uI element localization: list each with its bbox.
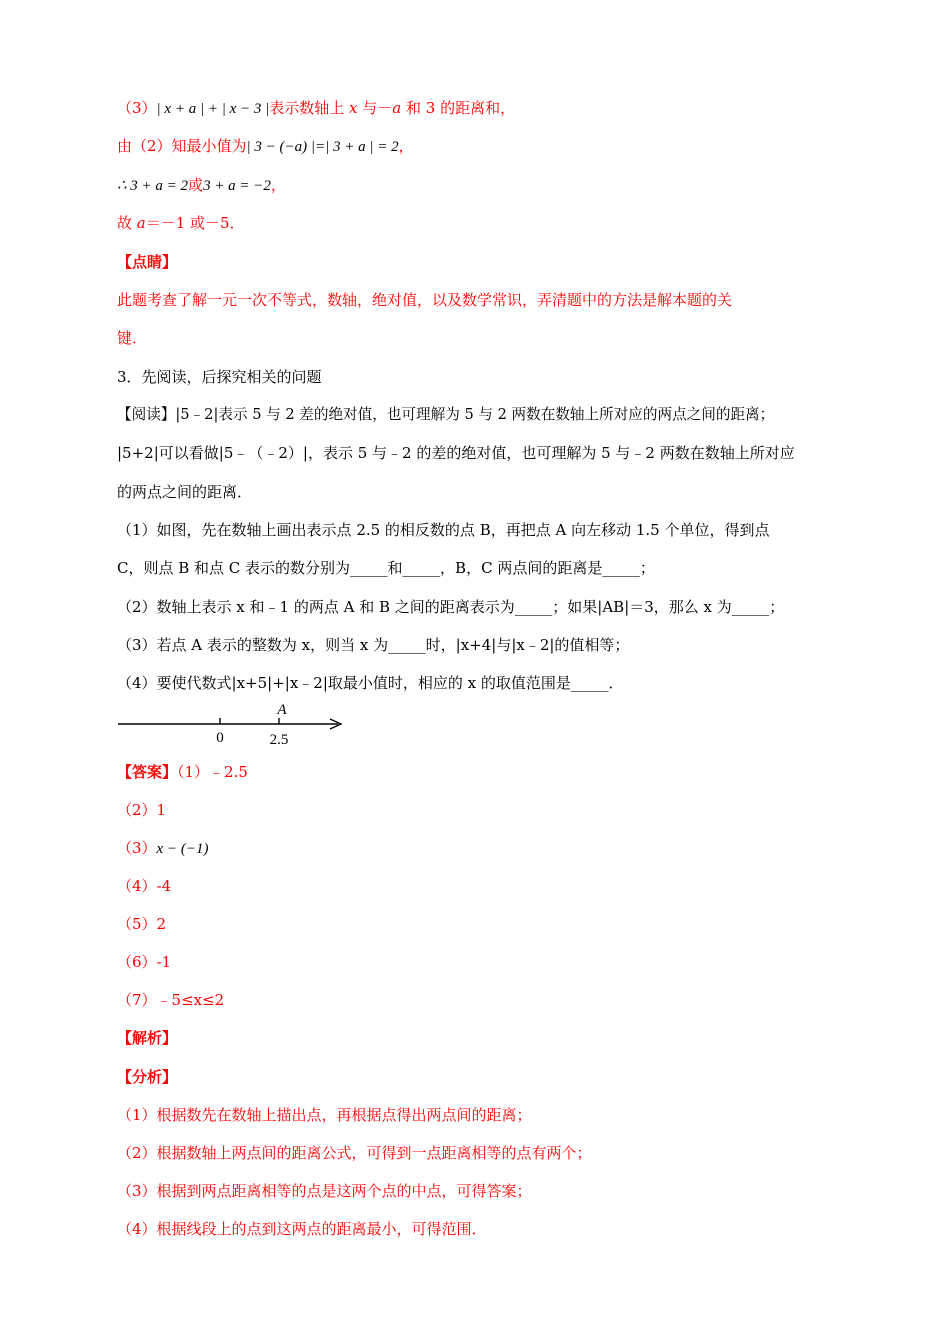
answer-5: （5）2 xyxy=(117,915,167,933)
answer-3: （3）x − (−1) xyxy=(117,839,209,857)
prev-solution-min-value: 由（2）知最小值为| 3 − (−a) |=| 3 + a | = 2， xyxy=(117,137,414,155)
answer-6: （6）-1 xyxy=(117,953,172,971)
reading-line-3: 的两点之间的距离． xyxy=(117,483,253,501)
question-part-1-line-2: C，则点 B 和点 C 表示的数分别为_____和_____，B，C 两点间的距离是_____； xyxy=(117,559,655,577)
answer-2: （2）1 xyxy=(117,801,167,819)
prev-solution-line-3: （3）| x + a | + | x − 3 |表示数轴上 x 与－a 和 3 的距离和， xyxy=(117,99,516,117)
question-part-4: （4）要使代数式|x+5|+|x﹣2|取最小值时，相应的 x 的取值范围是_____． xyxy=(117,674,624,692)
jiexi-label: 【解析】 xyxy=(117,1029,178,1047)
number-line-figure xyxy=(110,698,350,750)
label-a-value: 2.5 xyxy=(269,732,289,748)
question-title: 3．先阅读，后探究相关的问题 xyxy=(117,368,322,386)
label-zero: 0 xyxy=(216,730,224,746)
comment-line-1: 此题考查了解一元一次不等式，数轴，绝对值，以及数学常识，弄清题中的方法是解本题的关 xyxy=(117,291,733,309)
answer-1: （1）﹣2.5 xyxy=(177,763,248,781)
question-part-3: （3）若点 A 表示的整数为 x，则当 x 为_____时，|x+4|与|x﹣2|的值相等； xyxy=(117,636,630,654)
answer-4: （4）-4 xyxy=(117,877,172,895)
comment-label: 【点睛】 xyxy=(117,253,178,271)
question-part-2: （2）数轴上表示 x 和﹣1 的两点 A 和 B 之间的距离表示为_____；如果|AB|＝3，那么 x 为_____； xyxy=(117,598,785,616)
question-part-1-line-1: （1）如图，先在数轴上画出表示点 2.5 的相反数的点 B，再把点 A 向左移动 1.5 个单位，得到点 xyxy=(117,521,770,539)
prev-solution-therefore: ∴ 3 + a = 2或3 + a = −2， xyxy=(117,176,286,194)
reading-line-1: 【阅读】|5﹣2|表示 5 与 2 差的绝对值，也可理解为 5 与 2 两数在数轴上所对应的两点之间的距离； xyxy=(117,406,775,423)
analysis-step-4: （4）根据线段上的点到这两点的距离最小，可得范围． xyxy=(117,1220,487,1238)
answer-line xyxy=(117,761,248,783)
fenxi-label: 【分析】 xyxy=(117,1068,178,1086)
prev-solution-conclusion: 故 a＝－1 或－5． xyxy=(117,214,245,232)
answer-label: 【答案】 xyxy=(117,763,178,781)
answer-7: （7）﹣5≤x≤2 xyxy=(117,991,225,1009)
analysis-step-1: （1）根据数先在数轴上描出点，再根据点得出两点间的距离； xyxy=(117,1106,532,1124)
analysis-step-3: （3）根据到两点距离相等的点是这两个点的中点，可得答案； xyxy=(117,1182,532,1200)
label-point-a: A xyxy=(277,702,287,718)
analysis-step-2: （2）根据数轴上两点间的距离公式，可得到一点距离相等的点有两个； xyxy=(117,1144,592,1162)
reading-line-2: |5+2|可以看做|5﹣（﹣2）|，表示 5 与﹣2 的差的绝对值，也可理解为 5 与﹣2 两数在数轴上所对应 xyxy=(117,444,795,462)
comment-line-2: 键． xyxy=(117,329,148,347)
